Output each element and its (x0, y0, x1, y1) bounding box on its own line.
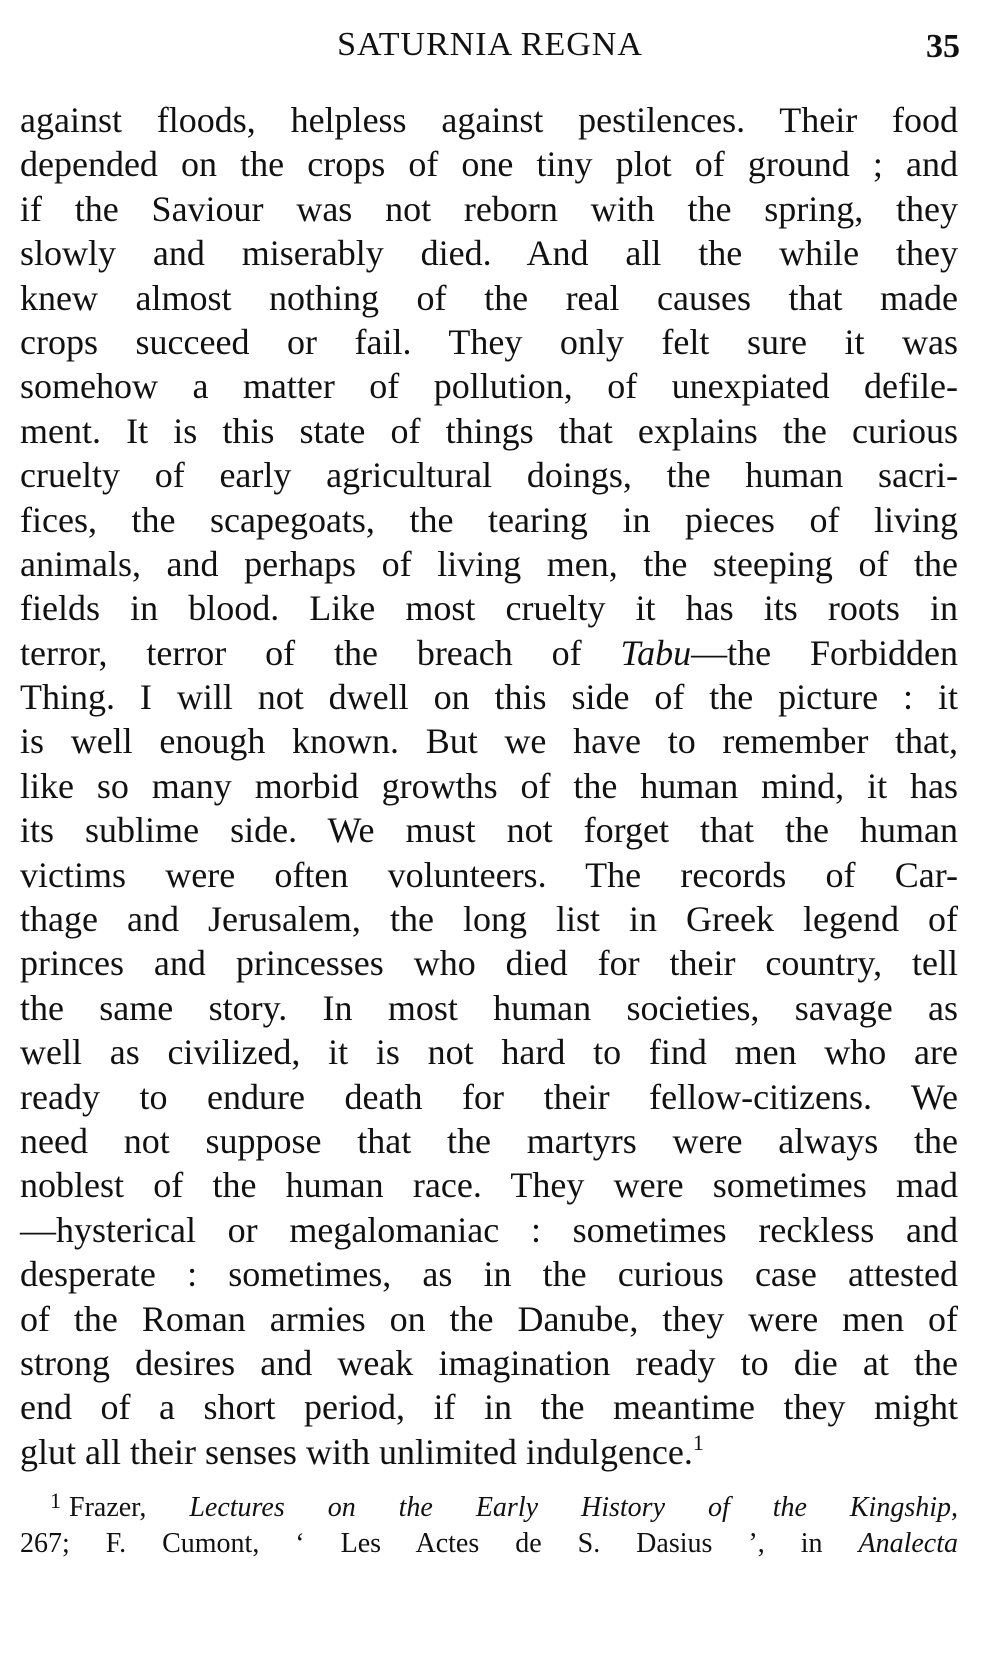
text-line: of the Roman armies on the Danube, they were men of (20, 1298, 958, 1339)
running-head (20, 22, 960, 68)
text-line: fices, the scapegoats, the tearing in pieces of living (20, 499, 958, 540)
text-line: strong desires and weak imagination ready to die at the (20, 1342, 958, 1383)
text-line: its sublime side. We must not forget that the human (20, 810, 958, 851)
text-line: need not suppose that the martyrs were always the (20, 1120, 958, 1161)
text-line: slowly and miserably died. And all the while they (20, 233, 958, 274)
page-number: 35 (926, 28, 960, 65)
footnote-marker: 1 (50, 1488, 61, 1513)
text-line: depended on the crops of one tiny plot of ground ; and (20, 144, 958, 185)
text-span: terror, terror of the breach of (20, 632, 621, 673)
text-line: end of a short period, if in the meantime they might (20, 1387, 958, 1428)
text-line (20, 631, 958, 675)
text-line: ready to endure death for their fellow-citizens. We (20, 1076, 958, 1117)
text-line: against floods, helpless against pestilences. Their food (20, 100, 958, 140)
text-line: Thing. I will not dwell on this side of the picture : it (20, 677, 958, 718)
text-line: victims were often volunteers. The records of Car- (20, 854, 958, 895)
text-line: —hysterical or megalomaniac : sometimes reckless and (20, 1209, 958, 1250)
text-line: princes and princesses who died for their country, tell (20, 943, 958, 984)
text-line: crops succeed or fail. They only felt sure it was (20, 321, 958, 362)
text-line: knew almost nothing of the real causes that made (20, 277, 958, 318)
text-line: ment. It is this state of things that explains the curious (20, 410, 958, 451)
text-line: like so many morbid growths of the human mind, it has (20, 765, 958, 806)
footnote-line (20, 1490, 958, 1526)
text-span: glut all their senses with unlimited indulgence. (20, 1431, 693, 1472)
text-line: the same story. In most human societies, savage as (20, 987, 958, 1028)
text-line: noblest of the human race. They were sometimes mad (20, 1165, 958, 1206)
text-line: fields in blood. Like most cruelty it has its roots in (20, 588, 958, 629)
text-line: well as civilized, it is not hard to find men who are (20, 1032, 958, 1073)
footnote-text: Frazer, (69, 1492, 190, 1523)
italic-term: Tabu (620, 632, 692, 673)
footnote-reference[interactable]: 1 (692, 1429, 704, 1455)
text-line: if the Saviour was not reborn with the spring, they (20, 188, 958, 229)
running-title: SATURNIA REGNA (337, 26, 643, 63)
text-line: animals, and perhaps of living men, the steeping of the (20, 543, 958, 584)
footnote-line (20, 1526, 958, 1562)
footnotes (20, 1490, 958, 1562)
text-line: is well enough known. But we have to remember that, (20, 721, 958, 762)
text-span: —the Forbidden (691, 632, 958, 673)
footnote-title: Analecta (858, 1528, 958, 1559)
body-text (20, 98, 958, 1474)
footnote-text: 267; F. Cumont, ‘ Les Actes de S. Dasius ’, in (20, 1528, 859, 1559)
text-line: somehow a matter of pollution, of unexpiated defile- (20, 366, 958, 407)
text-line (20, 1430, 958, 1474)
footnote-title: Lectures on the Early History of the Kingship, (189, 1492, 958, 1523)
text-line: cruelty of early agricultural doings, the human sacri- (20, 455, 958, 496)
text-line: thage and Jerusalem, the long list in Greek legend of (20, 899, 958, 940)
text-line: desperate : sometimes, as in the curious case attested (20, 1254, 958, 1295)
